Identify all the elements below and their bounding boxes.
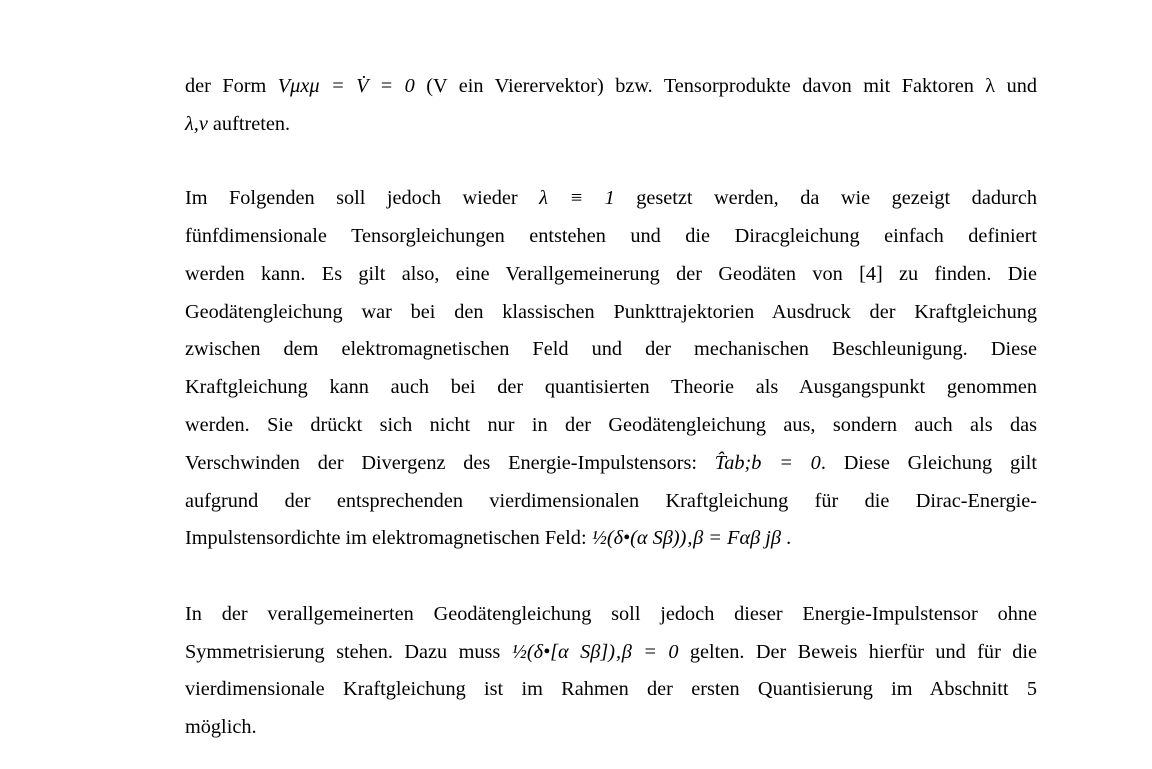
paragraph-line: fünfdimensionale Tensorgleichungen entstehen und die Diracgleichung einfach definiert xyxy=(185,224,1037,247)
paragraph-line: der Form Vμxμ = V̇ = 0 (V ein Vierervektor) bzw. Tensorprodukte davon mit Faktoren λ und xyxy=(185,75,1037,97)
paragraph-line: werden kann. Es gilt also, eine Verallgemeinerung der Geodäten von [4] zu finden. Die xyxy=(185,262,1037,285)
paragraph-2 xyxy=(185,180,1037,558)
paragraph-line: vierdimensionale Kraftgleichung ist im Rahmen der ersten Quantisierung im Abschnitt 5 xyxy=(185,678,1037,701)
formula-energy-momentum-divergence: T̂ab;b = 0 xyxy=(714,451,821,474)
paragraph-3 xyxy=(185,596,1037,747)
paragraph-line: Verschwinden der Divergenz des Energie-Impulstensors: T̂ab;b = 0. Diese Gleichung gilt xyxy=(185,451,1037,474)
paragraph-line: Kraftgleichung kann auch bei der quantisierten Theorie als Ausgangspunkt genommen xyxy=(185,376,1037,399)
paragraph-line: zwischen dem elektromagnetischen Feld und der mechanischen Beschleunigung. Diese xyxy=(185,338,1037,361)
document-page xyxy=(185,68,1037,747)
paragraph-line: Geodätengleichung war bei den klassischen Punkttrajektorien Ausdruck der Kraftgleichung xyxy=(185,300,1037,323)
paragraph-line: In der verallgemeinerten Geodätengleichung soll jedoch dieser Energie-Impulstensor ohne xyxy=(185,602,1037,625)
paragraph-line: Im Folgenden soll jedoch wieder λ ≡ 1 gesetzt werden, da wie gezeigt dadurch xyxy=(185,187,1037,210)
formula-antisymmetric-condition: ½(δ•[α Sβ])‚β = 0 xyxy=(511,640,679,663)
formula-four-vector: Vμxμ = V̇ = 0 xyxy=(277,75,415,97)
paragraph-line: werden. Sie drückt sich nicht nur in der Geodätengleichung aus, sondern auch als das xyxy=(185,413,1037,436)
paragraph-1 xyxy=(185,68,1037,144)
formula-force-equation: ½(δ•(α Sβ))‚β = Fαβ jβ xyxy=(591,527,781,550)
paragraph-line: aufgrund der entsprechenden vierdimensionalen Kraftgleichung für die Dirac-Energie- xyxy=(185,489,1037,512)
paragraph-line: möglich. xyxy=(185,716,257,739)
paragraph-line: Symmetrisierung stehen. Dazu muss ½(δ•[α Sβ])‚β = 0 gelten. Der Beweis hierfür und für die xyxy=(185,640,1038,663)
paragraph-line: Impulstensordichte im elektromagnetischen Feld: ½(δ•(α Sβ))‚β = Fαβ jβ . xyxy=(185,527,792,550)
paragraph-line: λ,ν auftreten. xyxy=(185,112,291,135)
formula-lambda-identity: λ ≡ 1 xyxy=(539,187,615,210)
formula-lambda-derivative: λ,ν xyxy=(185,112,208,135)
